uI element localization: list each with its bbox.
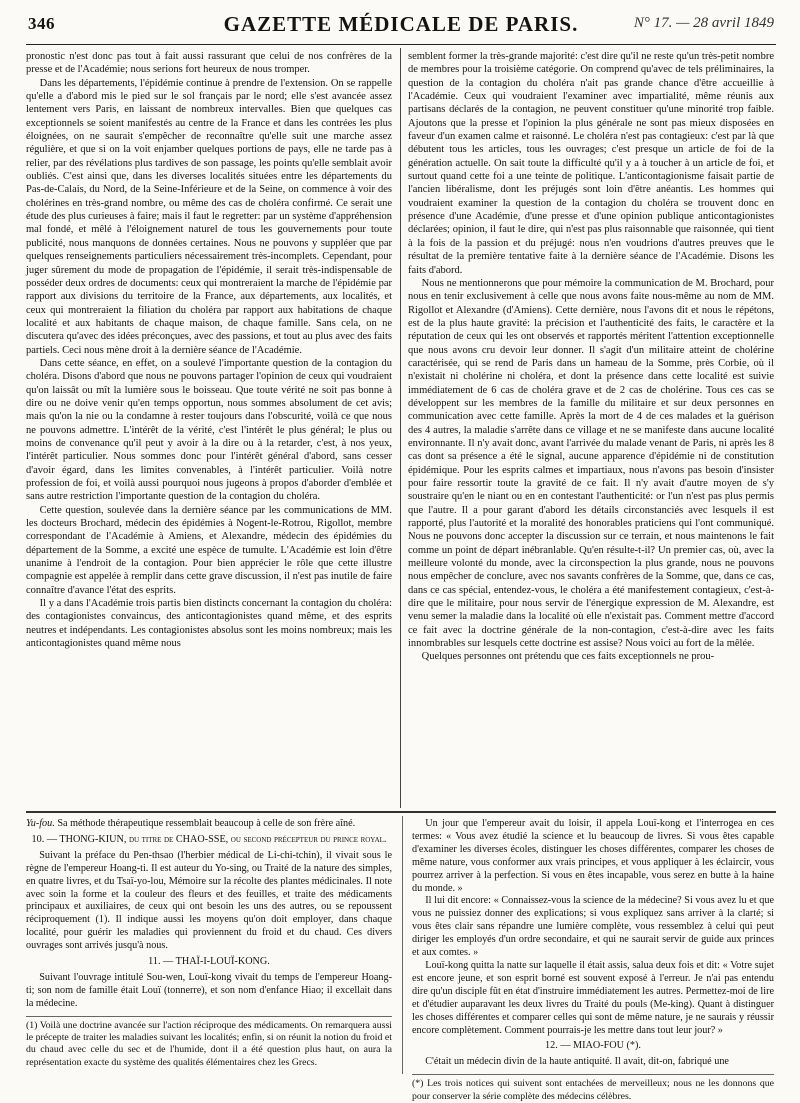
- footnote: (1) Voilà une doctrine avancée sur l'action réciproque des médicaments. On remarquera aussi le précepte de traiter les maladies suivant les localités; enfin, si on réunit la notion du froid et du chaud avec celle du sec et de l'humide, dont il a été question plus haut, on aura la représentation exacte du système des qualités élémentaires chez les Grecs.: [26, 1016, 392, 1069]
- paragraph: Louï-kong quitta la natte sur laquelle il était assis, salua deux fois et dit: « Votre sujet est encore jeune, et son esprit borné est souvent exposé à l'erreur. Je n'ai pas entendu dire qu'un disciple fût en état d'instruire immédiatement les autres. Permettez-moi de lire et d'étudier auparavant les deux livres du Traité du pouls (Me-king). Quant à distinguer les choses différentes et comparer celles qui sont de même nature, je ne saurais y réussir encore complètement. Comment pourrais-je les mettre dans tout leur jour? »: [412, 959, 774, 1036]
- paragraph: Il lui dit encore: « Connaissez-vous la science de la médecine? Si vous avez lu et que vous ne puissiez donner des explications; si vous expliquez sans arriver à la clarté; si vous êtes clair sans répandre une lumière complète, vous ressemblez à celui qui peut diriger les employés d'un ordre secondaire, et qui ne saurait servir de guide aux princes et aux comtes. »: [412, 895, 774, 959]
- paragraph: C'était un médecin divin de la haute antiquité. Il avait, dit-on, fabriqué une: [425, 1056, 729, 1068]
- column-right-article: [408, 50, 774, 800]
- paragraph: Cette question, soulevée dans la dernière séance par les communications de MM. les docteurs Brochard, médecin des épidémies à Nogent-le-Rotrou, Rigollot, membre correspondant de l'Académie à Amiens, et Alexandre, médecin des épidémies du département de la Somme, a excité une espèce de tumulte. L'Académie est loin d'être unanime à l'endroit de la contagion. Pour bien apprécier le rôle que cette illustre compagnie est appelée à remplir dans cette grave discussion, il n'est pas inutile de faire connaître d'avance l'état des esprits.: [26, 504, 392, 596]
- physician-name: Yu-fou.: [26, 818, 55, 829]
- entry-heading: 10. — THONG-KIUN, du titre de CHAO-SSE, ou second précepteur du prince royal.: [31, 833, 387, 845]
- feuilleton-separator: [26, 811, 776, 813]
- page-header: [26, 12, 776, 45]
- paragraph: pronostic n'est donc pas tout à fait aussi rassurant que celui de nos confrères de la presse et de l'Académie; nous serions fort heureux de nous tromper.: [26, 51, 392, 76]
- entry-heading: 11. — THAÏ-I-LOUÏ-KONG.: [148, 956, 270, 968]
- paragraph: Quelques personnes ont prétendu que ces faits exceptionnels ne prou-: [421, 651, 715, 663]
- column-divider: [402, 816, 403, 1074]
- paragraph: Un jour que l'empereur avait du loisir, il appela Louï-kong et l'interrogea en ces termes: « Vous avez étudié la science et lu beaucoup de livres. Si vous êtes capable d'examiner les diverses écoles, distinguer les choses différentes, comparer les choses de même nature, vous conformer aux vrais principes, et vous appliquer à les éclaircir, vous pourrez arriver à la perfection. Si vous en êtes incapable, vous serez en butte à la haine du monde. »: [412, 818, 774, 894]
- footnote: (*) Les trois notices qui suivent sont entachées de merveilleux; nous ne les donnons que pour conserver la série complète des médecins célèbres.: [412, 1074, 774, 1103]
- column-left-article: [26, 50, 392, 788]
- paragraph: Dans les départements, l'épidémie continue à prendre de l'extension. On se rappelle qu'elle a d'abord mis le pied sur le sol français par le nord; elle s'est avancée assez lentement vers Paris, en laissant de nombreux intervalles. Bien que quelques cas exceptionnels se soient manifestés au centre de la France et dans les contrées les plus éloignées, on ne saurait s'empêcher de reconnaître qu'elle suit une marche assez régulière, et que si on la voit enjamber quelques portions de pays, elle ne tarde pas à relier, par des révélations plus tardives de son passage, les points qu'elle semblait avoir oubliés. C'est ainsi que, dans les diverses localités situées entre les départements du Pas-de-Calais, du Nord, de la Seine-Inférieure et de la Seine, on commence à voir des cholérines en très-grand nombre, ou même des cas de choléra confirmé. Ce serait une étude des plus curieuses à faire; mais il faut le regretter: par un système d'appréhension mal fondé, et mêlé à l'éloignement naturel de tous les gouvernements pour toute publicité, nous manquons de données certaines. Nous ne pouvons y suppléer que par quelques renseignements particuliers nécessairement très-incomplets. Cependant, pour juger sûrement du mode de propagation de l'épidémie, il serait très-indispensable de posséder deux ordres de documents: ceux qui montreraient la marche de l'épidémie par rapport aux divisions du territoire de la France, aux départements, aux localités, et ceux qui montreraient la filiation du choléra par rapport aux habitations de chaque localité et aux habitants de chaque maison, de chaque famille. Sans cela, on ne discutera qu'avec des idées préconçues, avec des passions, et tout au plus avec des faits partiels. Ceci nous mène droit à la dernière séance de l'Académie.: [26, 77, 392, 356]
- journal-title: GAZETTE MÉDICALE DE PARIS.: [223, 12, 579, 36]
- column-right-feuilleton: [412, 818, 774, 1102]
- paragraph: Suivant la préface du Pen-thsao (l'herbier médical de Li-chi-tchin), il vivait sous le règne de l'empereur Hoang-ti. Il est auteur du Yo-sing, ou Traité de la nature des simples, en quatre livres, et du Tsaï-yo-lou, Mémoire sur la récolte des plantes médicinales. Il note avec soin la forme et la couleur des fleurs et des feuilles, et traite des médicaments principaux et auxiliaires, de ceux qui ont besoin les uns des autres, ou se repoussent réciproquement (1). Il indique aussi les moyens qu'on doit employer, dans chaque localité, pour guérir les maladies qui proviennent du froid et du chaud. Ces divers ouvrages sont arrivés jusqu'à nous.: [26, 849, 392, 952]
- paragraph: Suivant l'ouvrage intitulé Sou-wen, Louï-kong vivait du temps de l'empereur Hoang-ti; son nom de famille était Louï (tonnerre), et son nom d'enfance Hiao; il excellait dans la médecine.: [26, 971, 392, 1009]
- column-divider: [400, 48, 401, 808]
- paragraph: Dans cette séance, en effet, on a soulevé l'importante question de la contagion du choléra. Disons d'abord que nous ne pouvons partager l'opinion de ceux qui voudraient qu'on laissât ou mît la lumière sous le boisseau. Que toute vérité ne soit pas bonne à dire ou ne doive venir qu'en temps opportun, nous sommes absolument de cet avis; mais qu'on la nie ou la condamne à rester toujours dans l'obscurité, voilà ce que nous ne pouvons admettre. L'intérêt de la vérité, c'est l'intérêt le plus général; le plus ou moins de convenance qu'il peut y avoir à la dire ou à la retarder, c'est, à nos yeux, l'intérêt particulier. Nous sommes donc pour l'intérêt général d'abord, sans cesser d'avoir égard, dans les limites convenables, à l'intérêt particulier. Voilà notre profession de foi, et voilà aussi pourquoi nous jugeons à propos d'aborder d'emblée et sans autre restriction l'importante question de la contagion du choléra.: [26, 357, 392, 503]
- paragraph: semblent former la très-grande majorité: c'est dire qu'il ne reste qu'un très-petit nombre de membres pour la troisième catégorie. On comprend qu'avec de tels préliminaires, la question de la contagion du choléra n'ait pas grande chance d'être accueillie à l'Académie. Ceux qui voudraient l'examiner avec impartialité, même réunis aux partisans déclarés de la contagion, ne peuvent constituer qu'une minorité trop faible. Ajoutons que la presse et l'opinion la plus générale ne sont pas mieux disposées en faveur d'un examen calme et raisonné. Le choléra n'est pas contagieux: c'est par là que débutent tous les articles, tous les ouvrages; c'est presque un article de foi de la génération actuelle. On sait toute la difficulté qu'il y a à toucher à un article de foi, et surtout quand cette foi a une teinte de politique. L'anticontagionisme faisait partie de l'ancien libéralisme, dont les préjugés sont loin d'être anéantis. Les hommes qui voudraient examiner la question de la contagion du choléra se trouvent donc en présence d'une Académie, d'une presse et d'une opinion publique anticontagionistes déclarées; opinion, il faut le dire, qui n'est pas plus raisonnable que raisonnée, qui tient à la fois de la passion et du préjugé: nous n'en voudrions d'autres preuves que le résultat de la première tentative faite à la dernière séance de l'Académie. Disons les faits d'abord.: [408, 51, 774, 276]
- paragraph: Yu-fou. Sa méthode thérapeutique ressemblait beaucoup à celle de son frère aîné.: [26, 818, 356, 829]
- issue-date: N° 17. — 28 avril 1849: [633, 15, 774, 31]
- column-left-feuilleton: [26, 818, 392, 1073]
- paragraph: Il y a dans l'Académie trois partis bien distincts concernant la contagion du choléra: des contagionistes convaincus, des anticontagionistes quand même, et des esprits neutres et indépendants. Les contagionistes absolus sont les moins nombreux; mais les anticontagionistes quand même nous: [26, 598, 392, 650]
- paragraph: Nous ne mentionnerons que pour mémoire la communication de M. Brochard, pour nous en tenir exclusivement à celle que nous avons faite nous-même au nom de MM. Rigollot et Alexandre (d'Amiens). Cette dernière, nous l'avons dit et nous le répétons, est de la plus haute gravité: la précision et l'authenticité des faits, le caractère et la réputation de ceux qui les ont observés et rapportés méritent l'attention exceptionnelle que nous avons cru devoir leur donner. Il s'agit d'un militaire atteint de cholérine caractérisée, qui se rend de Paris dans un hameau de la Somme, près Corbie, où il n'existait ni cholérine ni choléra, et dont la présence dans cette localité est suivie immédiatement de 6 cas de choléra grave et de 2 cas de cholérine. Tous ces cas se développent sur les membres de la famille du militaire et sur deux personnes en communication avec cette famille. Après la mort de 4 de ces malades et la guérison des 4 autres, la maladie s'arrête dans ce village et ne se manifeste dans aucune localité environnante. Il n'y avait donc, avant l'arrivée du malade venant de Paris, ni après les 8 cas dont sa présence a été le signal, aucune apparence d'épidémie ni de constitution épidémique. Pour les esprits calmes et impartiaux, nous n'avons pas besoin d'insister pour faire ressortir toute la gravité de ce fait. Il n'y avait d'autre moyen de s'y soustraire qu'en le niant ou en en contestant l'authenticité: or l'un n'est pas plus permis que l'autre. Il a pour garant d'abord les détails circonstanciés avec lesquels il est rapporté, plus l'autorité et la moralité des honorables praticiens qui l'ont communiqué. Nous ne pouvons donc accepter la discussion sur ce terrain, et nous maintenons le fait comme un point de départ inébranlable. Qu'en résulte-t-il? Un premier cas, où, avec la meilleure volonté du monde, avec la circonspection la plus grande, nous ne pouvons nous empêcher de conclure, avec nos savants confrères de la Somme, que, dans ce cas, dans ce cas spécial, entendez-vous, le choléra a été manifestement contagieux, c'est-à-dire que le militaire, pour nous servir de l'énergique expression de M. Alexandre, est venu semer la maladie dans la localité où elle n'existait pas. Comment mettre d'accord ce fait avec la doctrine générale de la non-contagion, c'est-à-dire avec les faits innombrables sur lesquels cette doctrine est assise? Nous voici au fort de la mêlée.: [408, 277, 774, 650]
- page-number: 346: [28, 14, 55, 33]
- entry-heading: 12. — MIAO-FOU (*).: [545, 1040, 641, 1052]
